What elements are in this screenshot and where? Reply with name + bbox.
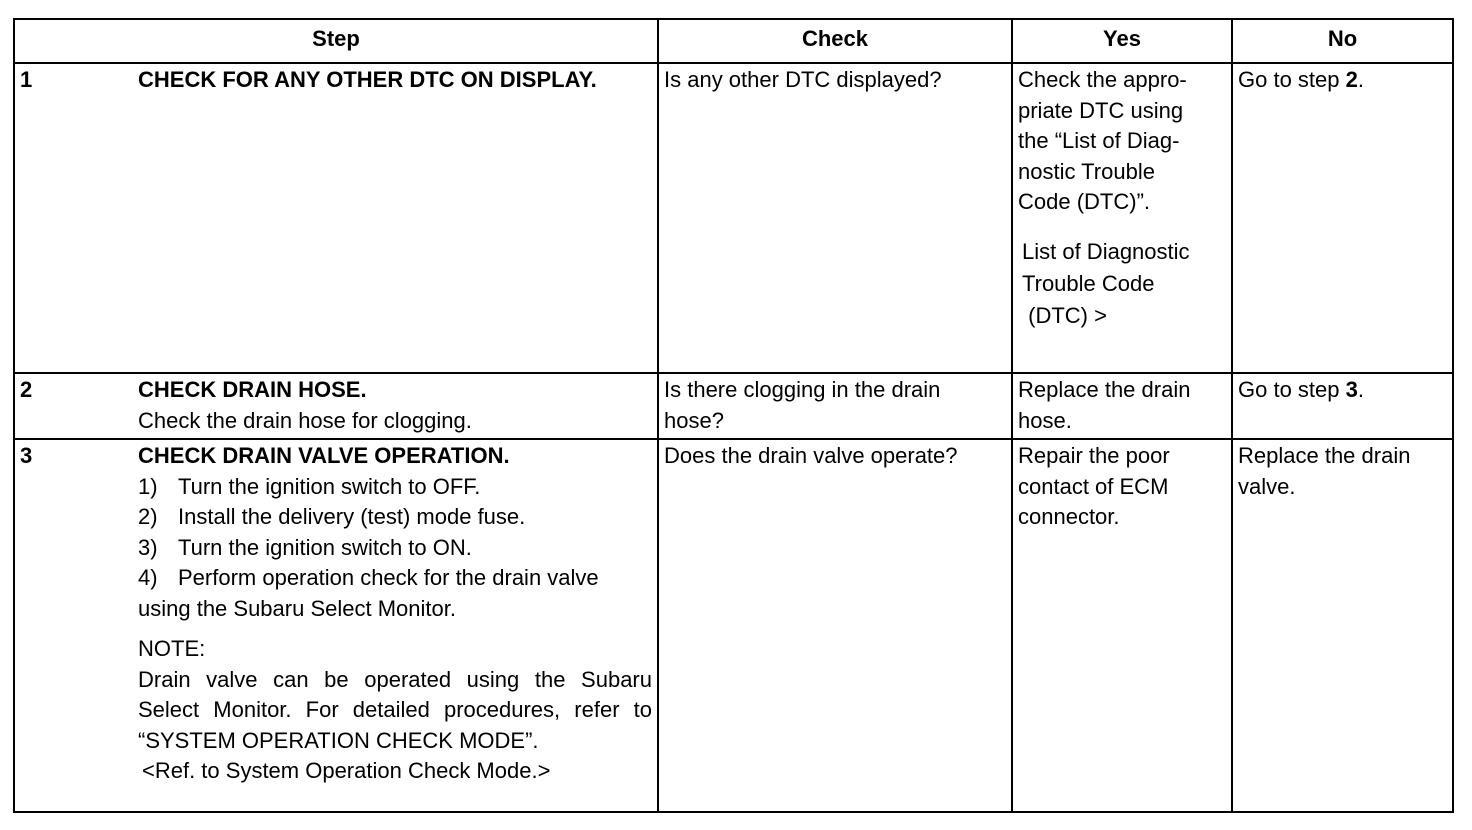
yes-line: hose.: [1018, 407, 1072, 433]
yes-cell: [1012, 63, 1232, 373]
dtc-list-link[interactable]: [1018, 236, 1226, 332]
check-line: Is there clogging in the drain: [664, 377, 941, 402]
header-no: No: [1232, 19, 1453, 63]
no-suffix: .: [1357, 67, 1364, 92]
no-step-number: 2: [1345, 67, 1358, 92]
check-text: Does the drain valve operate?: [664, 443, 958, 468]
list-item-number: 4): [138, 565, 158, 590]
header-step: Step: [14, 19, 658, 63]
list-item-text: Turn the ignition switch to OFF.: [178, 473, 481, 499]
list-item-continuation: using the Subaru Select Monitor.: [138, 595, 456, 621]
no-line: Replace the drain: [1238, 443, 1411, 468]
yes-line: Repair the poor: [1018, 443, 1170, 468]
note-text: Drain valve can be operated using the Subaru Select Monitor. For detailed procedures, refer to “SYSTEM OPERATION CHECK MODE”.: [138, 666, 652, 753]
diagnostic-table: [13, 18, 1454, 813]
no-cell: [1232, 373, 1453, 439]
list-item: [138, 502, 652, 533]
no-prefix: Go to step: [1238, 377, 1346, 402]
check-line: hose?: [664, 407, 724, 433]
yes-line: connector.: [1018, 504, 1120, 529]
check-cell: [658, 439, 1012, 812]
step-number: 2: [20, 377, 33, 402]
list-item: [138, 472, 652, 503]
step-detail: Check the drain hose for clogging.: [138, 407, 472, 433]
step-title: CHECK FOR ANY OTHER DTC ON DISPLAY.: [138, 67, 597, 92]
check-text: Is any other DTC displayed?: [664, 67, 942, 92]
yes-cell: [1012, 373, 1232, 439]
yes-line: nostic Trouble: [1018, 158, 1155, 184]
yes-line: Replace the drain: [1018, 377, 1191, 402]
table-row: [14, 63, 1453, 373]
no-suffix: .: [1357, 377, 1364, 402]
yes-line: Check the appro-: [1018, 67, 1187, 92]
header-check: Check: [658, 19, 1012, 63]
yes-ref-line: (DTC) >: [1022, 302, 1107, 328]
step-number: 1: [20, 67, 33, 92]
yes-ref-line: List of Diagnostic: [1022, 238, 1190, 264]
no-line: valve.: [1238, 473, 1296, 499]
list-item-text: Turn the ignition switch to ON.: [178, 534, 472, 560]
header-yes: Yes: [1012, 19, 1232, 63]
system-operation-ref-link[interactable]: <Ref. to System Operation Check Mode.>: [142, 758, 551, 783]
step-cell: [14, 373, 658, 439]
yes-line: priate DTC using: [1018, 97, 1184, 123]
no-step-number: 3: [1345, 377, 1358, 402]
no-cell: [1232, 63, 1453, 373]
list-item: [138, 533, 652, 564]
yes-cell: [1012, 439, 1232, 812]
list-item-number: 2): [138, 504, 158, 529]
table-row: [14, 373, 1453, 439]
no-prefix: Go to step: [1238, 67, 1346, 92]
step-cell: [14, 439, 658, 812]
step-title: CHECK DRAIN HOSE.: [138, 377, 367, 402]
no-cell: [1232, 439, 1453, 812]
list-item-number: 3): [138, 534, 158, 560]
note-label: NOTE:: [138, 636, 206, 661]
step-number: 3: [20, 443, 33, 468]
step-title: CHECK DRAIN VALVE OPERATION.: [138, 443, 510, 468]
yes-line: the “List of Diag-: [1018, 128, 1180, 153]
list-item-text: Perform operation check for the drain valve: [178, 565, 599, 590]
check-cell: [658, 63, 1012, 373]
yes-line: contact of ECM: [1018, 473, 1169, 499]
step-cell: [14, 63, 658, 373]
table-row: [14, 439, 1453, 812]
list-item: [138, 563, 652, 594]
header-row: [14, 19, 1453, 63]
yes-line: Code (DTC)”.: [1018, 189, 1151, 214]
list-item-text: Install the delivery (test) mode fuse.: [178, 504, 526, 529]
check-cell: [658, 373, 1012, 439]
yes-ref-line: Trouble Code: [1022, 270, 1155, 296]
list-item-number: 1): [138, 473, 158, 499]
